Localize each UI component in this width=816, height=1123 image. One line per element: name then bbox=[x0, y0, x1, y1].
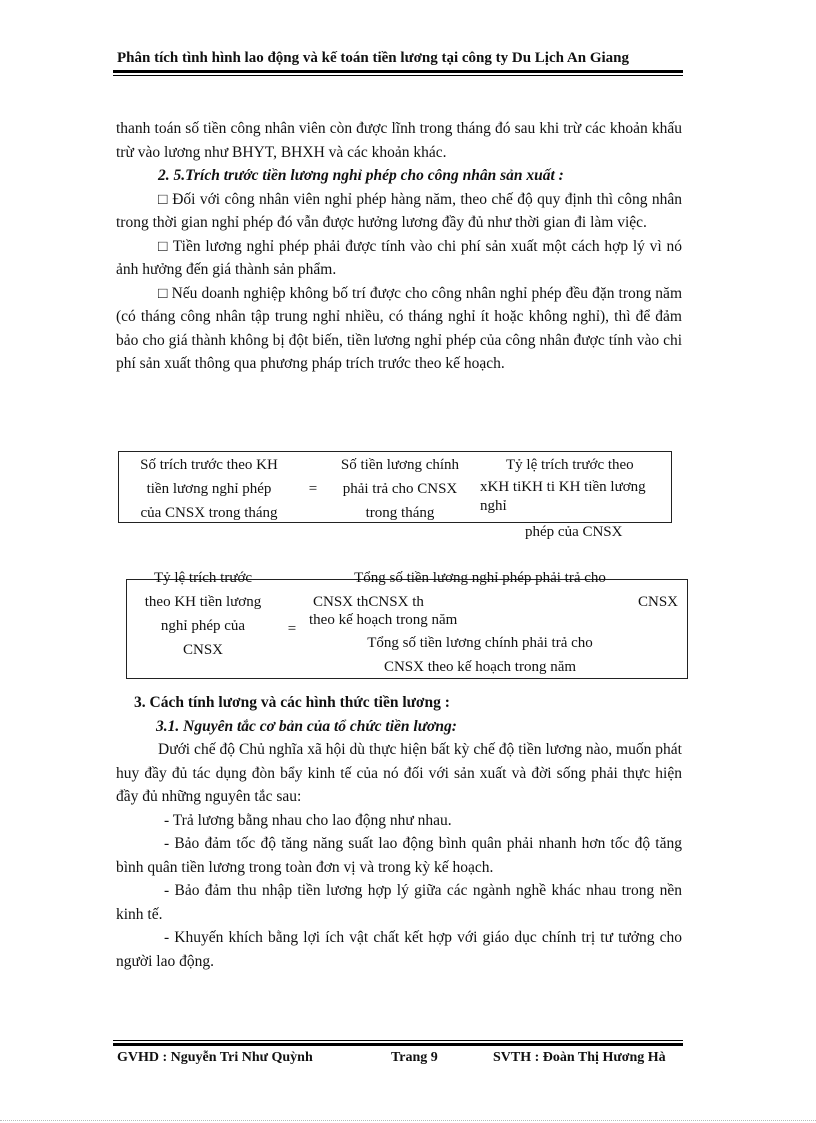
paragraph-principles: Dưới chế độ Chủ nghĩa xã hội dù thực hiện bất kỳ chế độ tiền lương nào, muốn phát huy đầy đủ tác dụng đòn bẩy kinh tế của nó đối với sản xuất và đời sống phải thực hiện đầy đủ những nguyên tắc sau: bbox=[116, 741, 682, 805]
formula2-numerator-top: Tổng số tiền lương nghỉ phép phải trả cho bbox=[354, 570, 606, 586]
bullet-box-icon: □ bbox=[158, 237, 169, 255]
heading-3-1: 3.1. Nguyên tắc cơ bản của tổ chức tiền lương: bbox=[156, 717, 457, 735]
formula2-numerator-cnsx: CNSX bbox=[638, 594, 679, 610]
formula1-right bbox=[480, 453, 690, 514]
formula2-equals: = bbox=[287, 621, 297, 637]
principle-3: - Bảo đảm thu nhập tiền lương hợp lý giữa các ngành nghề khác nhau trong nền kinh tế. bbox=[116, 882, 682, 923]
bullet-1 bbox=[116, 188, 682, 235]
footer-advisor: GVHD : Nguyễn Tri Như Quỳnh bbox=[117, 1050, 313, 1065]
bullet-box-icon: □ bbox=[158, 284, 168, 302]
principle-1: - Trả lương bằng nhau cho lao động như nhau. bbox=[164, 811, 452, 829]
formula1-right-line: Tỷ lệ trích trước theo bbox=[506, 457, 634, 473]
formula1-mid-line: Số tiền lương chính bbox=[340, 457, 460, 473]
formula2-left-line: theo KH tiền lương bbox=[144, 594, 262, 610]
page-header-title: Phân tích tình hình lao động và kế toán tiền lương tại công ty Du Lịch An Giang bbox=[117, 50, 629, 66]
formula1-mid-line: trong tháng bbox=[365, 505, 435, 521]
header-rule-thick bbox=[113, 70, 683, 73]
formula1-right-line: xKH tiKH ti KH tiền lương bbox=[480, 479, 646, 495]
formula2-den-line: CNSX theo kế hoạch trong năm bbox=[383, 659, 577, 675]
footer-rule-thick bbox=[113, 1043, 683, 1046]
bullet-box-icon: □ bbox=[158, 190, 168, 208]
footer-rule-thin bbox=[113, 1040, 683, 1041]
formula1-left-line: tiền lương nghỉ phép bbox=[146, 481, 272, 497]
body-section-2-5 bbox=[116, 117, 682, 376]
paragraph-payment: thanh toán số tiền công nhân viên còn được lĩnh trong tháng đó sau khi trừ các khoản khấu trừ vào lương như BHYT, BHXH và các khoản khác. bbox=[116, 120, 682, 161]
formula1-middle bbox=[320, 453, 480, 525]
formula2-den-line: Tổng số tiền lương chính phải trả cho bbox=[367, 635, 593, 651]
footer-student: SVTH : Đoàn Thị Hương Hà bbox=[493, 1050, 666, 1065]
bullet-3 bbox=[116, 282, 682, 376]
heading-2-5: 2. 5.Trích trước tiền lương nghỉ phép cho công nhân sản xuất : bbox=[158, 167, 564, 184]
formula1-after: phép của CNSX bbox=[525, 524, 623, 540]
bullet-1-text: Đối với công nhân viên nghỉ phép hàng năm, theo chế độ quy định thì công nhân trong thời gian nghỉ phép đó vẫn được hưởng lương đầy đủ như thời gian đi làm việc. bbox=[116, 190, 683, 231]
principle-2: - Bảo đảm tốc độ tăng năng suất lao động bình quân phải nhanh hơn tốc độ tăng bình quân tiền lương trong toàn đơn vị và trong kỳ kế hoạch. bbox=[116, 835, 682, 876]
bullet-3-text: Nếu doanh nghiệp không bố trí được cho công nhân nghỉ phép đều đặn trong năm (có tháng công nhân tập trung nghỉ nhiều, có tháng nghỉ ít hoặc không nghỉ), thì để đảm bảo cho giá thành không bị đột biến, tiền lương nghỉ phép của công nhân được tính vào chi phí sản xuất thông qua phương pháp trích trước theo kế hoạch. bbox=[116, 284, 682, 372]
formula1-equals: = bbox=[308, 481, 318, 497]
formula1-left bbox=[120, 453, 298, 525]
formula2-left-line: CNSX bbox=[182, 642, 223, 658]
formula1-right-line: nghỉ bbox=[480, 498, 507, 514]
footer-page-number: Trang 9 bbox=[391, 1050, 438, 1065]
page-bottom-dotted-line bbox=[0, 1120, 816, 1121]
formula2-left-line: Tỷ lệ trích trước bbox=[153, 570, 253, 586]
formula2-numerator-mid: CNSX thCNSX th bbox=[313, 594, 424, 610]
formula1-mid-line: phải trả cho CNSX bbox=[342, 481, 458, 497]
formula1-left-line: của CNSX trong tháng bbox=[140, 505, 278, 521]
formula2-left-line: nghỉ phép của bbox=[160, 618, 246, 634]
formula2-numerator-bottom: theo kế hoạch trong năm bbox=[309, 612, 458, 628]
bullet-2 bbox=[116, 235, 682, 282]
body-section-3 bbox=[116, 691, 682, 973]
formula2-denominator bbox=[300, 631, 660, 679]
bullet-2-text: Tiền lương nghỉ phép phải được tính vào chi phí sản xuất một cách hợp lý vì nó ảnh hưởng đến giá thành sản phẩm. bbox=[116, 237, 682, 278]
formula2-left bbox=[128, 566, 278, 662]
header-rule-thin bbox=[113, 75, 683, 76]
formula1-left-line: Số trích trước theo KH bbox=[140, 457, 278, 473]
heading-3: 3. Cách tính lương và các hình thức tiền lương : bbox=[134, 694, 450, 711]
principle-4: - Khuyến khích bằng lợi ích vật chất kết hợp với giáo dục chính trị tư tưởng cho người lao động. bbox=[116, 929, 682, 970]
